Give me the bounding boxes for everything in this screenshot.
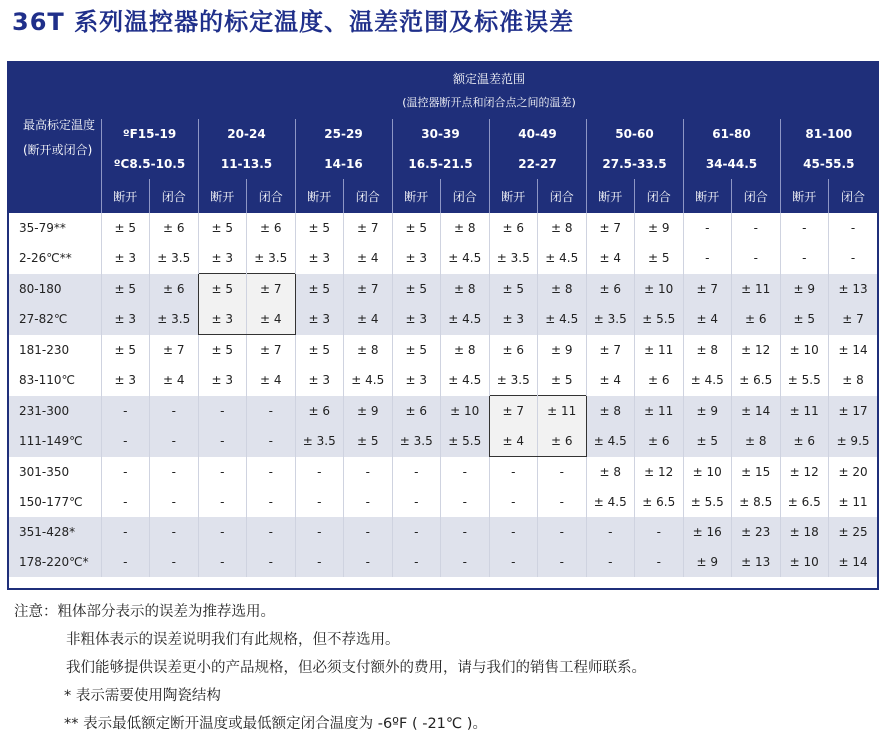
tolerance-cell: ± 6 [489, 335, 538, 366]
tolerance-cell: - [392, 487, 441, 517]
range-header: 20-24 11-13.5 [198, 119, 295, 179]
tolerance-cell: - [683, 213, 732, 243]
close-header: 闭合 [150, 179, 199, 213]
tolerance-cell: ± 4 [247, 304, 296, 335]
tolerance-cell: ± 4 [344, 243, 393, 274]
tolerance-cell: ± 3 [198, 243, 247, 274]
tolerance-cell: - [247, 426, 296, 457]
tolerance-cell: ± 7 [344, 274, 393, 305]
table-row [9, 304, 877, 335]
table-row [9, 335, 877, 366]
tolerance-cell: - [441, 517, 490, 547]
tolerance-cell: ± 5 [101, 213, 150, 243]
tolerance-cell: - [732, 243, 781, 274]
tolerance-cell: ± 14 [829, 547, 878, 577]
tolerance-cell: ± 3 [295, 365, 344, 396]
tolerance-cell: - [441, 487, 490, 517]
tolerance-cell: ± 4 [683, 304, 732, 335]
tolerance-cell: - [344, 517, 393, 547]
tolerance-cell: ± 8 [732, 426, 781, 457]
tolerance-cell: - [150, 547, 199, 577]
tolerance-cell: ± 3.5 [150, 304, 199, 335]
tolerance-cell: ± 7 [586, 213, 635, 243]
tolerance-cell: - [150, 487, 199, 517]
tolerance-cell: ± 12 [780, 457, 829, 488]
table-row [9, 487, 877, 517]
tolerance-cell: - [392, 547, 441, 577]
table-row [9, 274, 877, 305]
tolerance-cell: ± 7 [683, 274, 732, 305]
tolerance-cell: - [441, 547, 490, 577]
tolerance-cell: ± 11 [780, 396, 829, 427]
tolerance-cell: ± 14 [829, 335, 878, 366]
tolerance-cell: ± 6 [538, 426, 587, 457]
tolerance-cell: ± 17 [829, 396, 878, 427]
tolerance-cell: ± 3.5 [247, 243, 296, 274]
tolerance-cell: ± 3 [489, 304, 538, 335]
tolerance-cell: ± 7 [586, 335, 635, 366]
tolerance-cell: ± 5 [198, 335, 247, 366]
tolerance-cell: ± 5 [780, 304, 829, 335]
tolerance-cell: ± 4.5 [441, 365, 490, 396]
table-row [9, 547, 877, 577]
tolerance-cell: - [150, 517, 199, 547]
tolerance-cell: ± 3.5 [489, 243, 538, 274]
tolerance-cell: ± 9 [635, 213, 684, 243]
notes [14, 598, 884, 738]
range-header: 50-60 27.5-33.5 [586, 119, 683, 179]
tolerance-cell: ± 18 [780, 517, 829, 547]
tolerance-cell: ± 11 [732, 274, 781, 305]
tolerance-cell: ± 9 [683, 547, 732, 577]
tolerance-cell: - [829, 213, 878, 243]
tolerance-cell: - [780, 213, 829, 243]
tolerance-cell: - [586, 547, 635, 577]
tolerance-cell: ± 12 [635, 457, 684, 488]
tolerance-cell: - [198, 396, 247, 427]
tolerance-cell: ± 7 [829, 304, 878, 335]
tolerance-cell: - [489, 487, 538, 517]
tolerance-cell: ± 5 [101, 335, 150, 366]
table-row [9, 426, 877, 457]
tolerance-cell: ± 5.5 [635, 304, 684, 335]
tolerance-cell: ± 4.5 [344, 365, 393, 396]
tolerance-cell: ± 7 [247, 335, 296, 366]
tolerance-cell: - [198, 426, 247, 457]
tolerance-cell: ± 3 [101, 365, 150, 396]
tolerance-cell: ± 16 [683, 517, 732, 547]
tolerance-cell: ± 3 [392, 304, 441, 335]
row-label: 181-230 [19, 342, 70, 357]
diff-range-title: 额定温差范围 [453, 72, 526, 86]
tolerance-cell: ± 7 [247, 274, 296, 305]
open-header: 断开 [586, 179, 635, 213]
range-header: 30-39 16.5-21.5 [392, 119, 489, 179]
tolerance-cell: ± 6 [392, 396, 441, 427]
note-min-rating: ** 表示最低额定断开温度或最低额定闭合温度为 -6ºF ( -21℃ )。 [64, 716, 487, 732]
tolerance-cell: ± 5 [295, 213, 344, 243]
tolerance-cell: - [150, 457, 199, 488]
tolerance-cell: - [295, 547, 344, 577]
tolerance-cell: ± 5 [198, 274, 247, 305]
tolerance-cell: ± 5.5 [683, 487, 732, 517]
tolerance-cell: ± 3.5 [150, 243, 199, 274]
tolerance-cell: ± 4 [150, 365, 199, 396]
open-header: 断开 [683, 179, 732, 213]
tolerance-cell: ± 8 [683, 335, 732, 366]
open-header: 断开 [295, 179, 344, 213]
note-recommended: 注意：粗体部分表示的误差为推荐选用。 [14, 604, 275, 620]
tolerance-cell: ± 3 [392, 243, 441, 274]
tolerance-cell: ± 5 [538, 365, 587, 396]
tolerance-cell: ± 20 [829, 457, 878, 488]
tolerance-cell: ± 5 [392, 274, 441, 305]
tolerance-cell: ± 5 [489, 274, 538, 305]
tolerance-cell: ± 8 [344, 335, 393, 366]
tolerance-cell: - [441, 457, 490, 488]
tolerance-cell: ± 9 [780, 274, 829, 305]
tolerance-cell: - [683, 243, 732, 274]
tolerance-cell: - [247, 517, 296, 547]
tolerance-cell: ± 4 [344, 304, 393, 335]
tolerance-cell: ± 6 [732, 304, 781, 335]
tolerance-cell: ± 6 [780, 426, 829, 457]
tolerance-cell: ± 3.5 [295, 426, 344, 457]
tolerance-cell: ± 5 [101, 274, 150, 305]
tolerance-cell: ± 12 [732, 335, 781, 366]
tolerance-cell: - [101, 517, 150, 547]
tolerance-cell: - [344, 547, 393, 577]
tolerance-cell: ± 7 [150, 335, 199, 366]
tolerance-cell: ± 13 [732, 547, 781, 577]
tolerance-cell: ± 13 [829, 274, 878, 305]
tolerance-cell: ± 4 [489, 426, 538, 457]
tolerance-cell: ± 6.5 [780, 487, 829, 517]
tolerance-cell: - [295, 487, 344, 517]
table-body [9, 213, 877, 577]
tolerance-cell: ± 8 [538, 213, 587, 243]
tolerance-cell: ± 5 [198, 213, 247, 243]
tolerance-cell: ± 6 [489, 213, 538, 243]
tolerance-cell: - [489, 547, 538, 577]
tolerance-cell: - [732, 213, 781, 243]
tolerance-cell: ± 11 [635, 335, 684, 366]
row-label: 178-220℃* [9, 547, 101, 577]
table-row [9, 517, 877, 547]
tolerance-cell: - [780, 243, 829, 274]
tolerance-cell: - [295, 457, 344, 488]
tolerance-cell: ± 25 [829, 517, 878, 547]
tolerance-cell: ± 8.5 [732, 487, 781, 517]
close-header: 闭合 [732, 179, 781, 213]
tolerance-cell: - [635, 517, 684, 547]
tolerance-cell: - [635, 547, 684, 577]
tolerance-cell: ± 5 [635, 243, 684, 274]
tolerance-cell: ± 5 [683, 426, 732, 457]
spec-table [7, 61, 879, 590]
range-header: ºF15-19 ºC8.5-10.5 [101, 119, 198, 179]
row-label: 111-149℃ [9, 426, 101, 457]
tolerance-cell: ± 11 [538, 396, 587, 427]
tolerance-cell: ± 5.5 [780, 365, 829, 396]
tolerance-cell: ± 15 [732, 457, 781, 488]
tolerance-cell: ± 4.5 [441, 304, 490, 335]
range-header: 40-49 22-27 [489, 119, 586, 179]
row-label: 231-300 [9, 396, 101, 427]
tolerance-cell: - [392, 457, 441, 488]
tolerance-cell: ± 3 [198, 304, 247, 335]
tolerance-cell: ± 4.5 [586, 487, 635, 517]
tolerance-cell: ± 11 [829, 487, 878, 517]
tolerance-cell: ± 6.5 [635, 487, 684, 517]
tolerance-cell: - [247, 547, 296, 577]
tolerance-cell: - [101, 426, 150, 457]
tolerance-cell: ± 11 [635, 396, 684, 427]
range-header: 61-80 34-44.5 [683, 119, 780, 179]
tolerance-cell: - [538, 457, 587, 488]
row-label: 27-82℃ [9, 304, 101, 335]
tolerance-cell: ± 9 [683, 396, 732, 427]
tolerance-cell: - [344, 487, 393, 517]
tolerance-cell: - [101, 487, 150, 517]
tolerance-cell: ± 3.5 [489, 365, 538, 396]
row-label: 80-180 [9, 274, 101, 305]
tolerance-cell: ± 8 [538, 274, 587, 305]
tolerance-cell: - [538, 547, 587, 577]
table-row [9, 213, 877, 243]
open-header: 断开 [780, 179, 829, 213]
open-header: 断开 [489, 179, 538, 213]
tolerance-cell: ± 4 [586, 243, 635, 274]
tolerance-cell: ± 8 [441, 335, 490, 366]
tolerance-cell: - [247, 487, 296, 517]
tolerance-cell: ± 6 [150, 213, 199, 243]
tolerance-cell: ± 10 [635, 274, 684, 305]
note-ceramic: * 表示需要使用陶瓷结构 [64, 688, 221, 704]
table-row [9, 457, 877, 488]
tolerance-cell: ± 14 [732, 396, 781, 427]
row-label: 2-26℃** [19, 251, 72, 266]
tolerance-cell: ± 8 [586, 396, 635, 427]
close-header: 闭合 [829, 179, 878, 213]
tolerance-cell: - [295, 517, 344, 547]
row-label: 351-428* [9, 517, 101, 547]
tolerance-cell: ± 5 [295, 335, 344, 366]
row-label: 150-177℃ [19, 495, 83, 509]
open-header: 断开 [101, 179, 150, 213]
tolerance-cell: - [101, 396, 150, 427]
tolerance-cell: - [586, 517, 635, 547]
tolerance-cell: - [101, 457, 150, 488]
tolerance-cell: ± 4 [247, 365, 296, 396]
page-title: 36T 系列温控器的标定温度、温差范围及标准误差 [12, 8, 575, 36]
tolerance-cell: ± 9 [344, 396, 393, 427]
tolerance-cell: - [538, 517, 587, 547]
diff-range-subtitle: (温控器断开点和闭合点之间的温差) [402, 96, 576, 109]
tolerance-cell: ± 3 [101, 304, 150, 335]
tolerance-cell: ± 5.5 [441, 426, 490, 457]
tolerance-cell: ± 8 [441, 274, 490, 305]
tolerance-cell: ± 10 [441, 396, 490, 427]
tolerance-cell: ± 3 [101, 243, 150, 274]
tolerance-cell: ± 3 [295, 304, 344, 335]
tolerance-cell: ± 8 [441, 213, 490, 243]
tolerance-cell: ± 5 [392, 213, 441, 243]
close-header: 闭合 [344, 179, 393, 213]
tolerance-cell: - [198, 517, 247, 547]
tolerance-cell: ± 4.5 [586, 426, 635, 457]
tolerance-cell: - [198, 487, 247, 517]
tolerance-cell: ± 3 [198, 365, 247, 396]
tolerance-cell: ± 4.5 [538, 243, 587, 274]
tolerance-cell: ± 7 [344, 213, 393, 243]
tolerance-cell: ± 6 [295, 396, 344, 427]
tolerance-cell: ± 3.5 [586, 304, 635, 335]
tolerance-cell: ± 4 [586, 365, 635, 396]
tolerance-cell: ± 8 [586, 457, 635, 488]
tolerance-cell: ± 4.5 [441, 243, 490, 274]
row-label: 35-79** [19, 221, 66, 235]
tolerance-cell: - [489, 517, 538, 547]
tolerance-cell: - [829, 243, 878, 274]
note-custom-tolerance: 我们能够提供误差更小的产品规格，但必须支付额外的费用，请与我们的销售工程师联系。 [66, 660, 646, 676]
tolerance-cell: ± 8 [829, 365, 878, 396]
row-label: 301-350 [19, 464, 70, 479]
row-label: 83-110℃ [19, 373, 75, 388]
tolerance-cell: ± 10 [780, 547, 829, 577]
range-header: 81-100 45-55.5 [780, 119, 877, 179]
tolerance-cell: ± 9 [538, 335, 587, 366]
table-row [9, 243, 877, 274]
tolerance-cell: ± 6 [635, 365, 684, 396]
tolerance-cell: ± 7 [489, 396, 538, 427]
tolerance-cell: - [198, 457, 247, 488]
tolerance-cell: - [247, 457, 296, 488]
tolerance-cell: ± 5 [392, 335, 441, 366]
table-row [9, 365, 877, 396]
tolerance-cell: ± 5 [295, 274, 344, 305]
tolerance-cell: - [489, 457, 538, 488]
open-header: 断开 [198, 179, 247, 213]
tolerance-cell: - [150, 426, 199, 457]
tolerance-cell: ± 6 [247, 213, 296, 243]
tolerance-cell: - [247, 396, 296, 427]
close-header: 闭合 [441, 179, 490, 213]
tolerance-cell: ± 4.5 [538, 304, 587, 335]
close-header: 闭合 [247, 179, 296, 213]
tolerance-cell: ± 10 [780, 335, 829, 366]
tolerance-cell: ± 3 [295, 243, 344, 274]
tolerance-cell: ± 6 [150, 274, 199, 305]
tolerance-cell: - [344, 457, 393, 488]
tolerance-cell: ± 5 [344, 426, 393, 457]
tolerance-cell: - [538, 487, 587, 517]
tolerance-cell: ± 6.5 [732, 365, 781, 396]
tolerance-cell: - [198, 547, 247, 577]
tolerance-cell: ± 9.5 [829, 426, 878, 457]
tolerance-cell: ± 3 [392, 365, 441, 396]
close-header: 闭合 [538, 179, 587, 213]
tolerance-cell: - [392, 517, 441, 547]
tolerance-cell: - [150, 396, 199, 427]
tolerance-cell: - [101, 547, 150, 577]
table-row [9, 396, 877, 427]
tolerance-cell: ± 4.5 [683, 365, 732, 396]
tolerance-cell: ± 23 [732, 517, 781, 547]
diff-range-header [101, 63, 877, 119]
tolerance-cell: ± 6 [635, 426, 684, 457]
tolerance-cell: ± 3.5 [392, 426, 441, 457]
close-header: 闭合 [635, 179, 684, 213]
range-header: 25-29 14-16 [295, 119, 392, 179]
corner-header: 最高标定温度(断开或闭合) [9, 63, 101, 213]
open-header: 断开 [392, 179, 441, 213]
tolerance-cell: ± 10 [683, 457, 732, 488]
note-not-recommended: 非粗体表示的误差说明我们有此规格，但不荐选用。 [66, 632, 400, 648]
tolerance-cell: ± 6 [586, 274, 635, 305]
